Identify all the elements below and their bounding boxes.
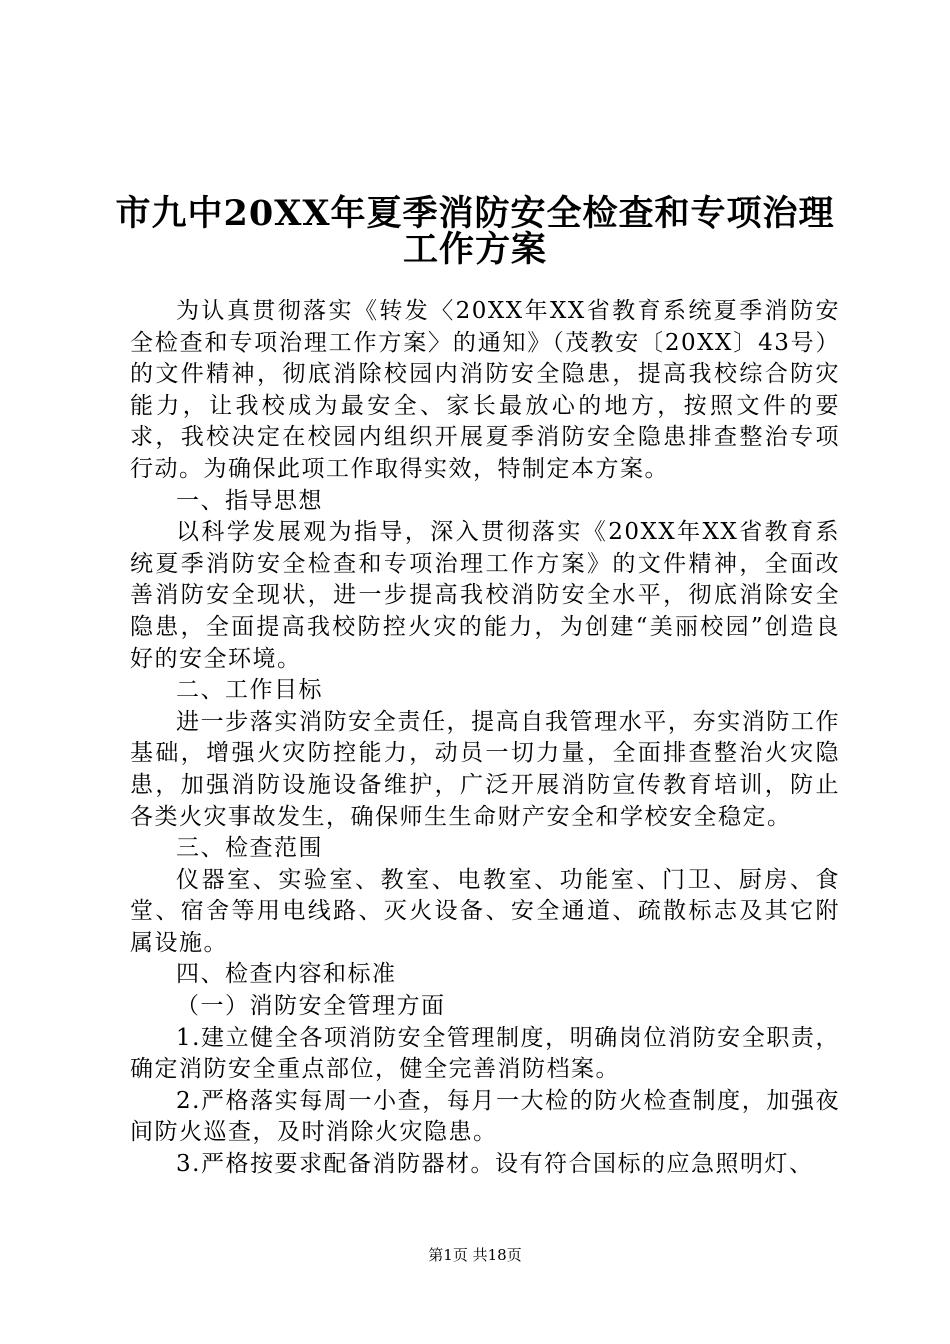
paragraph-inspection-scope: 仪器室、实验室、教室、电教室、功能室、门卫、厨房、食堂、宿舍等用电线路、灭火设备、安全通道、疏散标志及其它附属设施。 — [130, 866, 840, 956]
document-body — [130, 296, 840, 1181]
list-item-2: 2.严格落实每周一小查，每月一大检的防火检查制度，加强夜间防火巡查，及时消除火灾隐患。 — [130, 1087, 840, 1146]
intro-paragraph: 为认真贯彻落实《转发〈20XX年XX省教育系统夏季消防安全检查和专项治理工作方案〉的通知》（茂教安〔20XX〕43号）的文件精神，彻底消除校园内消防安全隐患，提高我校综合防灾能力，让我校成为最安全、家长最放心的地方，按照文件的要求，我校决定在校园内组织开展夏季消防安全隐患排查整治专项行动。为确保此项工作取得实效，特制定本方案。 — [130, 298, 840, 482]
section-heading-work-goals: 二、工作目标 — [176, 677, 323, 704]
section-heading-inspection-content: 四、检查内容和标准 — [176, 961, 397, 988]
section-heading-guiding-ideology: 一、指导思想 — [176, 487, 323, 514]
list-item-1: 1.建立健全各项消防安全管理制度，明确岗位消防安全职责，确定消防安全重点部位，健全完善消防档案。 — [130, 1024, 840, 1083]
paragraph-work-goals: 进一步落实消防安全责任，提高自我管理水平，夯实消防工作基础，增强火灾防控能力，动员一切力量，全面排查整治火灾隐患，加强消防设施设备维护，广泛开展消防宣传教育培训，防止各类火灾事故发生，确保师生生命财产安全和学校安全稳定。 — [130, 708, 840, 830]
page-footer: 第1页 共18页 — [428, 1246, 522, 1264]
subsection-heading-management: （一）消防安全管理方面 — [176, 993, 446, 1020]
list-item-3: 3.严格按要求配备消防器材。设有符合国标的应急照明灯、 — [176, 1151, 814, 1178]
section-heading-inspection-scope: 三、检查范围 — [176, 835, 323, 862]
document-title-line-1: 市九中20XX年夏季消防安全检查和专项治理 — [115, 193, 835, 234]
paragraph-guiding-ideology: 以科学发展观为指导，深入贯彻落实《20XX年XX省教育系统夏季消防安全检查和专项治理工作方案》的文件精神，全面改善消防安全现状，进一步提高我校消防安全水平，彻底消除安全隐患，全面提高我校防控火灾的能力，为创建“美丽校园”创造良好的安全环境。 — [130, 519, 840, 672]
document-title-line-2: 工作方案 — [402, 229, 547, 270]
